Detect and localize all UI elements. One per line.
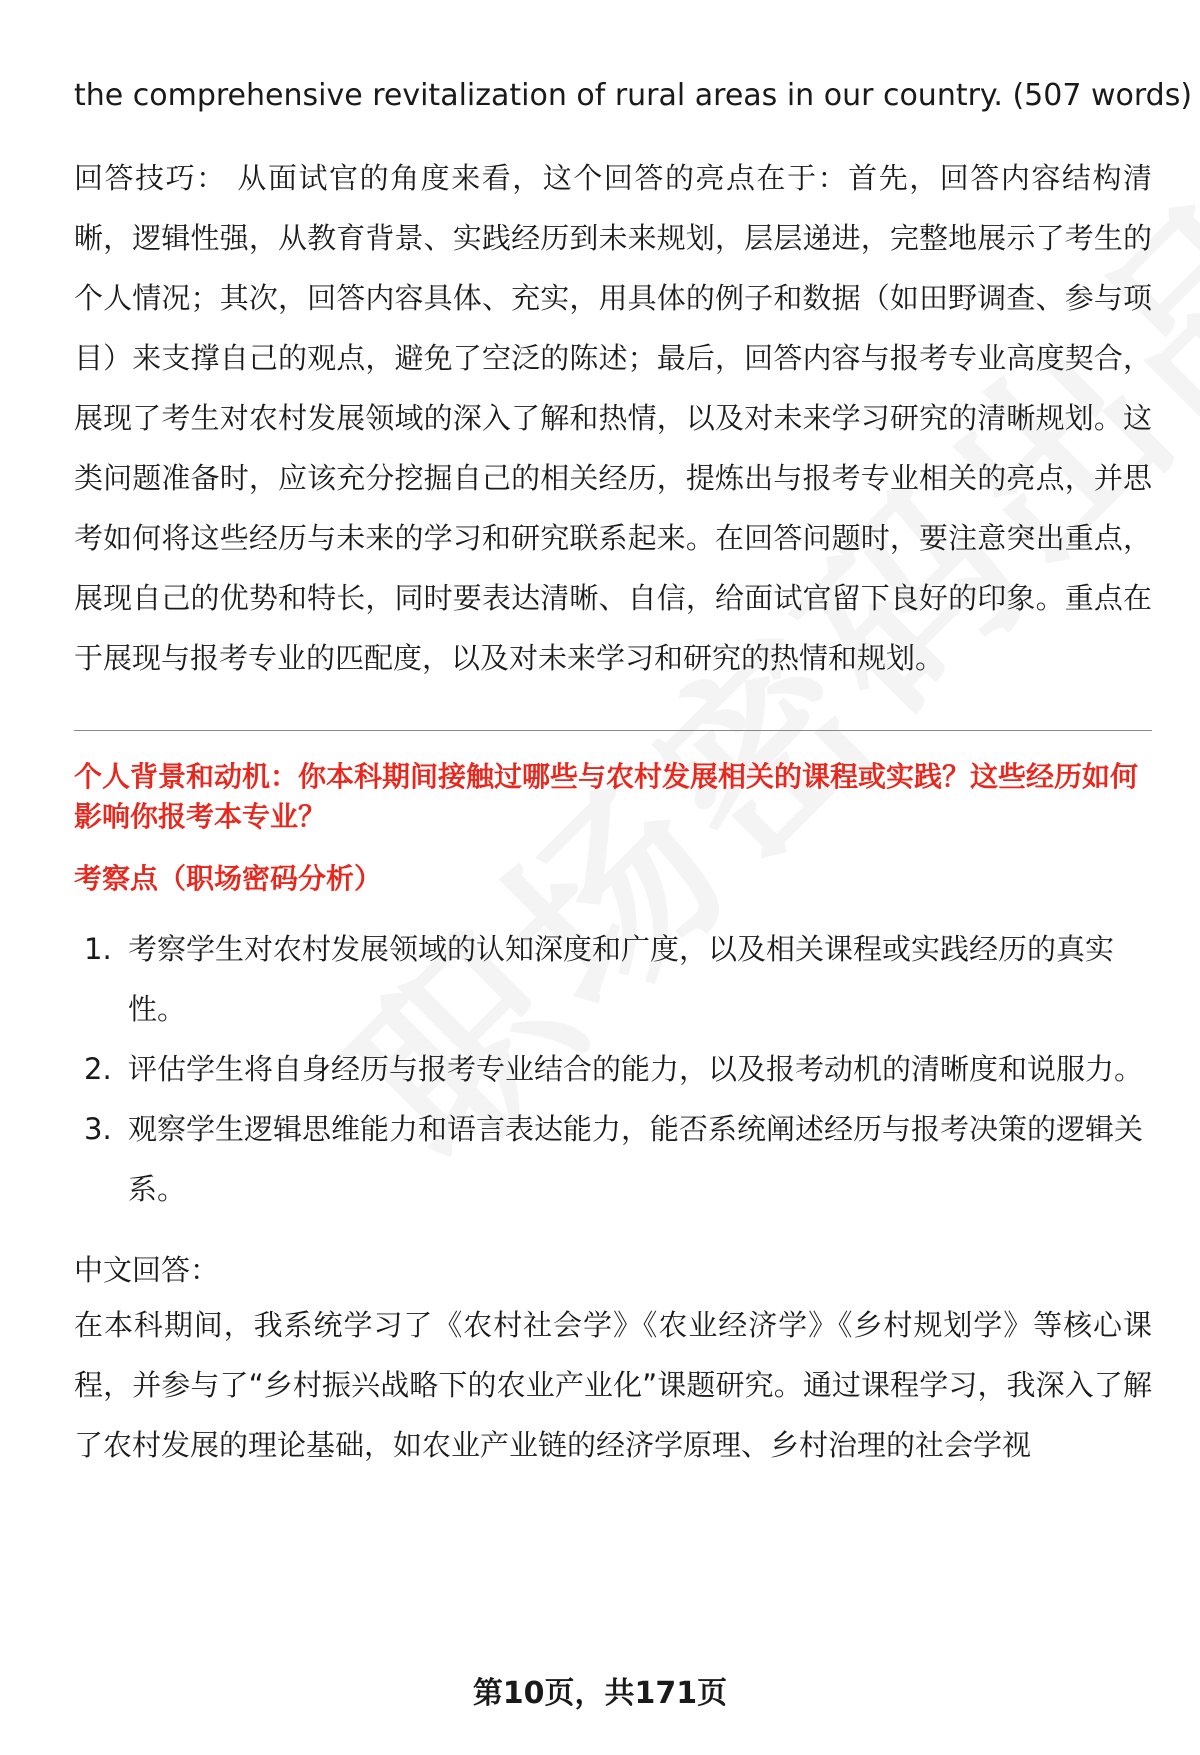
english-answer-tail: the comprehensive revitalization of rural areas in our country. (507 words) [74,78,1193,113]
chinese-answer-label: 中文回答： [74,1253,220,1287]
list-item-text: 考察学生对农村发展领域的认知深度和广度，以及相关课程或实践经历的真实性。 [128,932,1115,1026]
chinese-answer-text: 在本科期间，我系统学习了《农村社会学》《农业经济学》《乡村规划学》等核心课程，并参与了“乡村振兴战略下的农业产业化”课题研究。通过课程学习，我深入了解了农村发展的理论基础，如农业产业链的经济学原理、乡村治理的社会学视 [74,1308,1152,1462]
list-item [74,919,1152,1039]
list-number: 1. [84,932,112,966]
page-number: 第10页，共171页 [472,1676,728,1711]
answer-tips: 回答技巧： 从面试官的角度来看，这个回答的亮点在于：首先，回答内容结构清晰，逻辑性强，从教育背景、实践经历到未来规划，层层递进，完整地展示了考生的个人情况；其次，回答内容具体、充实，用具体的例子和数据（如田野调查、参与项目）来支撑自己的观点，避免了空泛的陈述；最后，回答内容与报考专业高度契合，展现了考生对农村发展领域的深入了解和热情，以及对未来学习研究的清晰规划。这类问题准备时，应该充分挖掘自己的相关经历，提炼出与报考专业相关的亮点，并思考如何将这些经历与未来的学习和研究联系起来。在回答问题时，要注意突出重点，展现自己的优势和特长，同时要表达清晰、自信，给面试官留下良好的印象。重点在于展现与报考专业的匹配度，以及对未来学习和研究的热情和规划。 [74,161,1152,675]
assessment-points-list [74,919,1152,1219]
question-heading: 个人背景和动机：你本科期间接触过哪些与农村发展相关的课程或实践？这些经历如何影响你报考本专业？ [74,760,1139,833]
page-content [74,66,1193,1475]
list-item-text: 评估学生将自身经历与报考专业结合的能力，以及报考动机的清晰度和说服力。 [128,1052,1144,1086]
section-divider [74,730,1152,731]
assessment-points-heading: 考察点（职场密码分析） [74,862,383,895]
list-number: 3. [84,1112,112,1146]
list-item [74,1099,1152,1219]
list-item [74,1039,1152,1099]
list-item-text: 观察学生逻辑思维能力和语言表达能力，能否系统阐述经历与报考决策的逻辑关系。 [128,1112,1144,1206]
list-number: 2. [84,1052,112,1086]
